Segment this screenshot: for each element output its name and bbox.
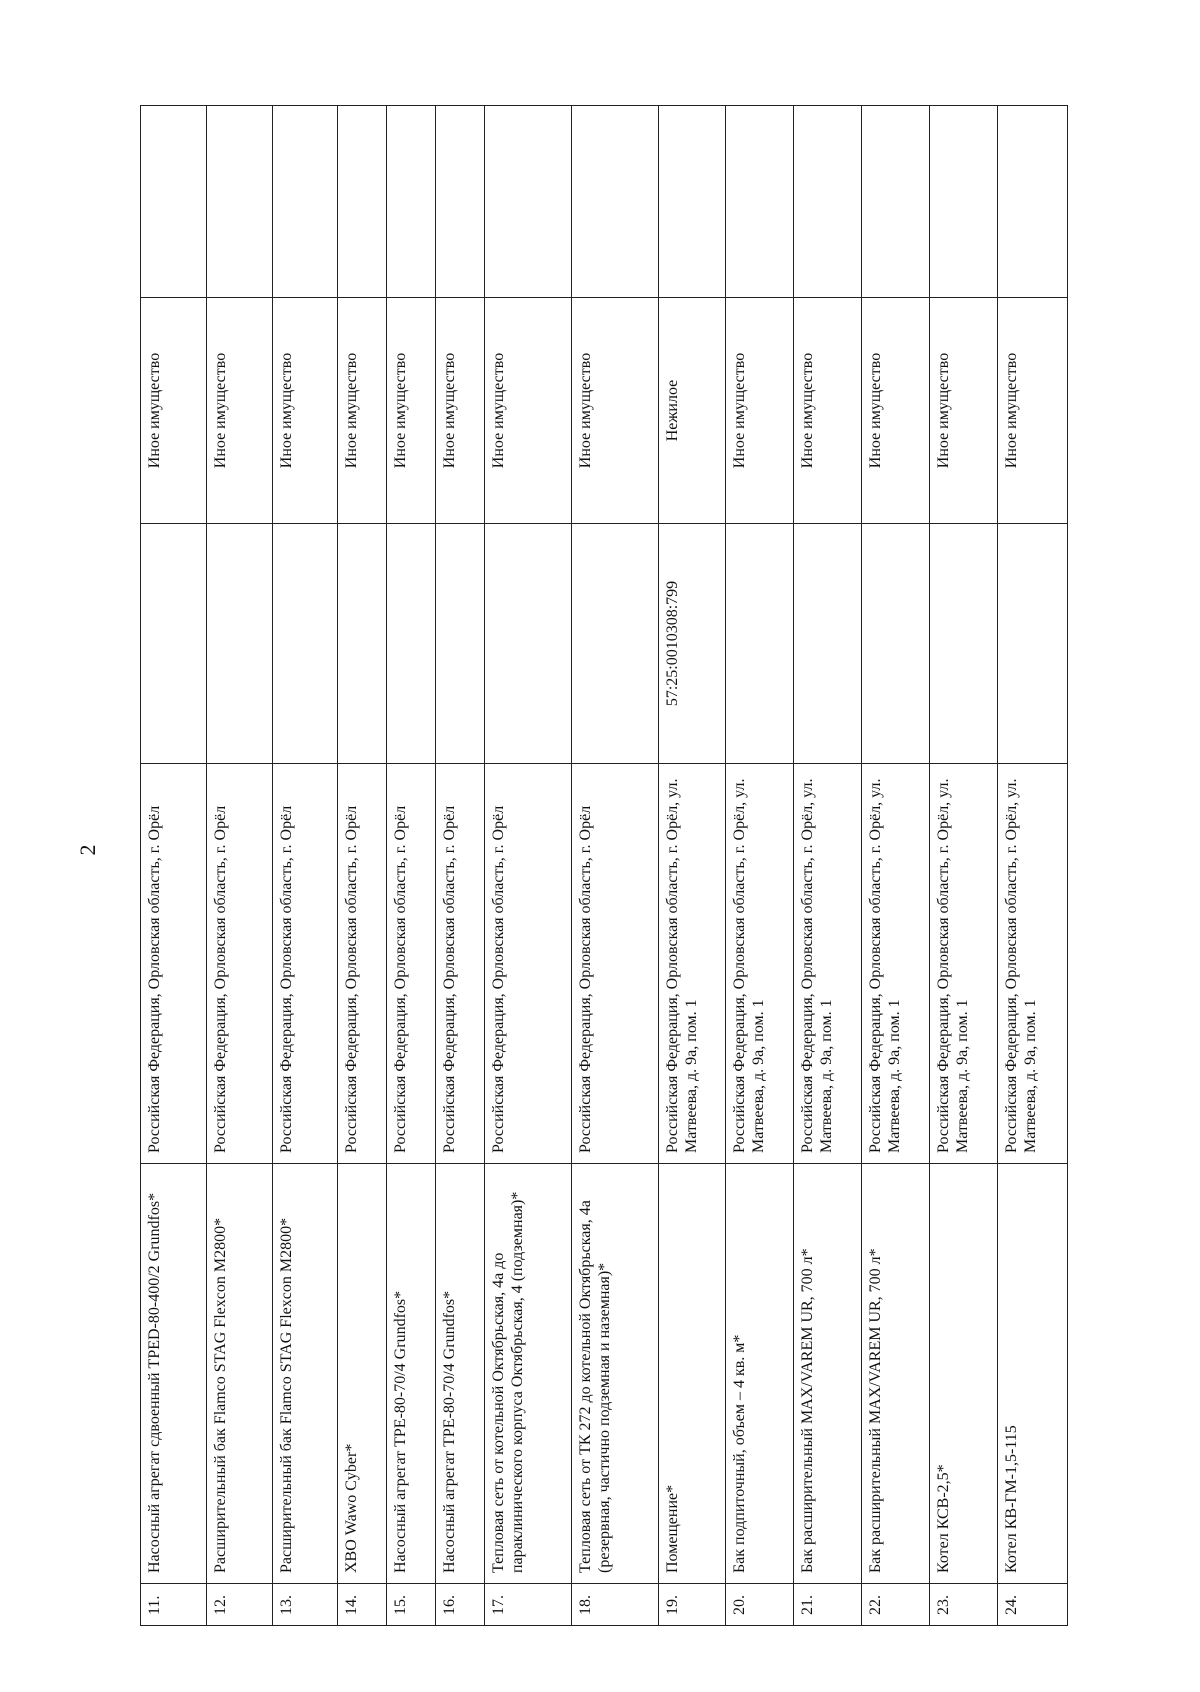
- property-type: Иное имущество: [484, 298, 571, 524]
- object-address: Российская Федерация, Орловская область, г. Орёл, ул. Матвеева, д. 9а, пом. 1: [862, 764, 930, 1164]
- cadastral-number: [794, 524, 862, 764]
- cadastral-number: 57:25:0010308:799: [658, 524, 726, 764]
- cadastral-number: [338, 524, 387, 764]
- cadastral-number: [206, 524, 272, 764]
- object-address: Российская Федерация, Орловская область, г. Орёл: [571, 764, 658, 1164]
- cadastral-number: [484, 524, 571, 764]
- object-name: Насосный агрегат TPE-80-70/4 Grundfos*: [387, 1164, 436, 1584]
- table-row: [206, 106, 272, 1626]
- row-number: 22.: [862, 1584, 930, 1626]
- empty-cell: [726, 106, 794, 298]
- object-address: Российская Федерация, Орловская область, г. Орёл, ул. Матвеева, д. 9а, пом. 1: [726, 764, 794, 1164]
- row-number: 18.: [571, 1584, 658, 1626]
- property-type: Иное имущество: [435, 298, 484, 524]
- row-number: 21.: [794, 1584, 862, 1626]
- object-name: Бак подпиточный, объем – 4 кв. м*: [726, 1164, 794, 1584]
- object-address: Российская Федерация, Орловская область, г. Орёл: [338, 764, 387, 1164]
- property-type: Иное имущество: [571, 298, 658, 524]
- property-type: Иное имущество: [997, 298, 1067, 524]
- empty-cell: [435, 106, 484, 298]
- table-row: [272, 106, 338, 1626]
- property-type: Иное имущество: [862, 298, 930, 524]
- table-row: [338, 106, 387, 1626]
- object-name: Насосный агрегат сдвоенный TPED-80-400/2 Grundfos*: [141, 1164, 207, 1584]
- cadastral-number: [726, 524, 794, 764]
- object-address: Российская Федерация, Орловская область, г. Орёл, ул. Матвеева, д. 9а, пом. 1: [997, 764, 1067, 1164]
- property-type: Иное имущество: [206, 298, 272, 524]
- empty-cell: [794, 106, 862, 298]
- row-number: 12.: [206, 1584, 272, 1626]
- object-name: Котел КСВ-2,5*: [930, 1164, 998, 1584]
- row-number: 20.: [726, 1584, 794, 1626]
- table-row: [387, 106, 436, 1626]
- table-row: [658, 106, 726, 1626]
- empty-cell: [862, 106, 930, 298]
- empty-cell: [272, 106, 338, 298]
- cadastral-number: [387, 524, 436, 764]
- property-type: Иное имущество: [794, 298, 862, 524]
- object-name: Помещение*: [658, 1164, 726, 1584]
- cadastral-number: [930, 524, 998, 764]
- cadastral-number: [141, 524, 207, 764]
- assets-table: [140, 105, 1068, 1626]
- page-number: 2: [75, 844, 100, 856]
- object-address: Российская Федерация, Орловская область, г. Орёл: [484, 764, 571, 1164]
- object-name: Котел КВ-ГМ-1,5-115: [997, 1164, 1067, 1584]
- object-address: Российская Федерация, Орловская область, г. Орёл: [206, 764, 272, 1164]
- row-number: 23.: [930, 1584, 998, 1626]
- row-number: 19.: [658, 1584, 726, 1626]
- property-type: Иное имущество: [272, 298, 338, 524]
- table-row: [794, 106, 862, 1626]
- empty-cell: [484, 106, 571, 298]
- cadastral-number: [272, 524, 338, 764]
- row-number: 16.: [435, 1584, 484, 1626]
- empty-cell: [997, 106, 1067, 298]
- empty-cell: [338, 106, 387, 298]
- table-row: [930, 106, 998, 1626]
- table-row: [435, 106, 484, 1626]
- rotated-table-container: [140, 106, 1068, 1626]
- row-number: 11.: [141, 1584, 207, 1626]
- table-row: [484, 106, 571, 1626]
- empty-cell: [571, 106, 658, 298]
- row-number: 17.: [484, 1584, 571, 1626]
- object-name: Насосный агрегат TPE-80-70/4 Grundfos*: [435, 1164, 484, 1584]
- table-row: [862, 106, 930, 1626]
- table-row: [726, 106, 794, 1626]
- empty-cell: [930, 106, 998, 298]
- property-type: Нежилое: [658, 298, 726, 524]
- object-name: Расширительный бак Flamco STAG Flexcon M2800*: [206, 1164, 272, 1584]
- object-name: Бак расширительный MAX/VAREM UR, 700 л*: [862, 1164, 930, 1584]
- row-number: 24.: [997, 1584, 1067, 1626]
- empty-cell: [387, 106, 436, 298]
- object-name: Тепловая сеть от котельной Октябрьская, 4а до параклинического корпуса Октябрьская, 4 (подземная)*: [484, 1164, 571, 1584]
- cadastral-number: [862, 524, 930, 764]
- row-number: 13.: [272, 1584, 338, 1626]
- row-number: 15.: [387, 1584, 436, 1626]
- object-name: Бак расширительный MAX/VAREM UR, 700 л*: [794, 1164, 862, 1584]
- object-address: Российская Федерация, Орловская область, г. Орёл, ул. Матвеева, д. 9а, пом. 1: [658, 764, 726, 1164]
- table-row: [571, 106, 658, 1626]
- property-type: Иное имущество: [141, 298, 207, 524]
- object-address: Российская Федерация, Орловская область, г. Орёл: [141, 764, 207, 1164]
- object-address: Российская Федерация, Орловская область, г. Орёл, ул. Матвеева, д. 9а, пом. 1: [794, 764, 862, 1164]
- object-address: Российская Федерация, Орловская область, г. Орёл, ул. Матвеева, д. 9а, пом. 1: [930, 764, 998, 1164]
- empty-cell: [206, 106, 272, 298]
- object-name: Тепловая сеть от ТК 272 до котельной Октябрьская, 4а (резервная, частично подземная и наземная)*: [571, 1164, 658, 1584]
- cadastral-number: [571, 524, 658, 764]
- cadastral-number: [435, 524, 484, 764]
- empty-cell: [658, 106, 726, 298]
- property-type: Иное имущество: [387, 298, 436, 524]
- object-address: Российская Федерация, Орловская область, г. Орёл: [387, 764, 436, 1164]
- property-type: Иное имущество: [930, 298, 998, 524]
- table-row: [997, 106, 1067, 1626]
- object-address: Российская Федерация, Орловская область, г. Орёл: [435, 764, 484, 1164]
- cadastral-number: [997, 524, 1067, 764]
- property-type: Иное имущество: [726, 298, 794, 524]
- object-name: ХВО Wawo Cyber*: [338, 1164, 387, 1584]
- object-name: Расширительный бак Flamco STAG Flexcon M2800*: [272, 1164, 338, 1584]
- property-type: Иное имущество: [338, 298, 387, 524]
- row-number: 14.: [338, 1584, 387, 1626]
- table-row: [141, 106, 207, 1626]
- object-address: Российская Федерация, Орловская область, г. Орёл: [272, 764, 338, 1164]
- empty-cell: [141, 106, 207, 298]
